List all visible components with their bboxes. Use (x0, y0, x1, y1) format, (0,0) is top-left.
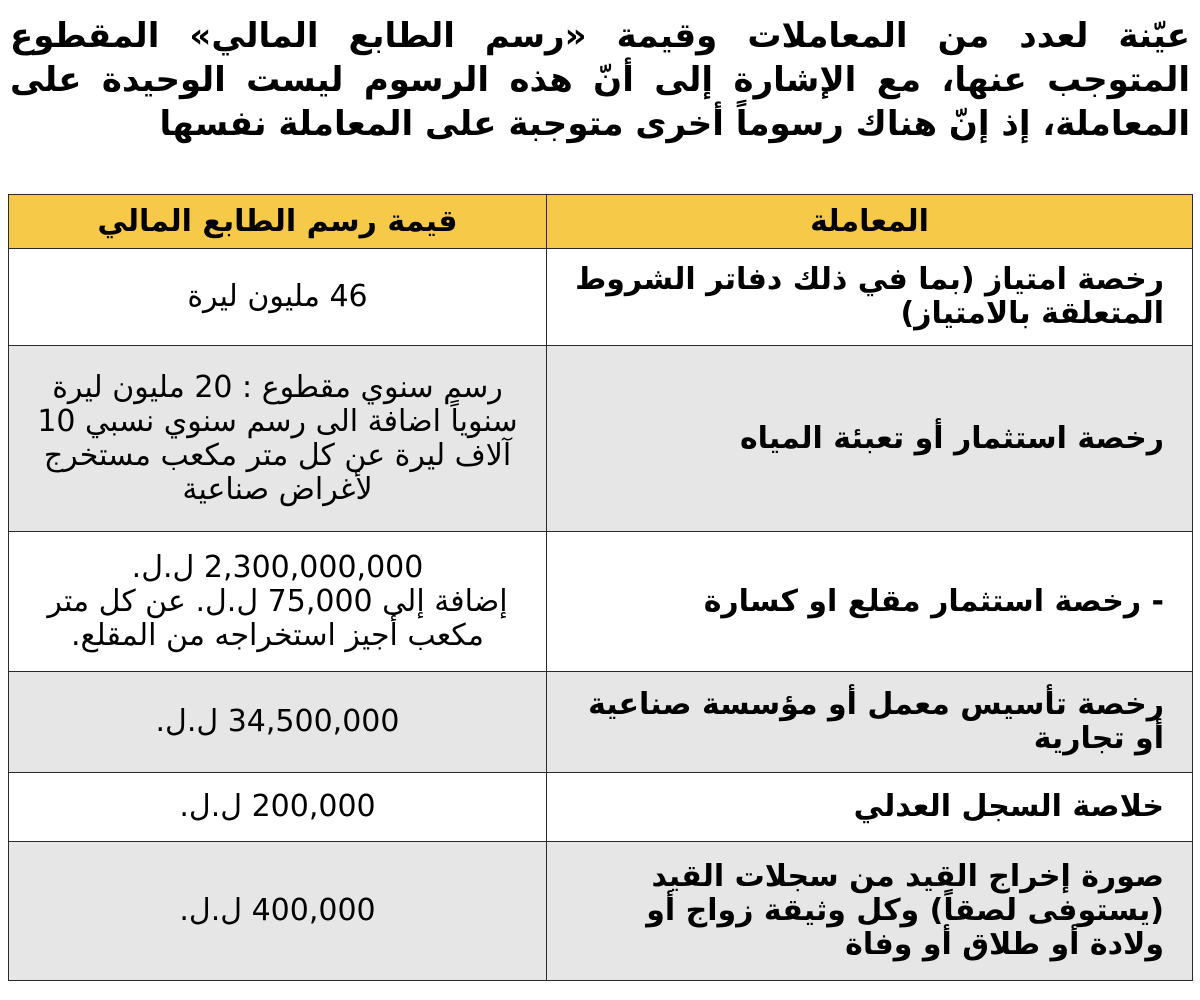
transaction-cell: خلاصة السجل العدلي (547, 773, 1193, 842)
table-row (9, 672, 1193, 773)
table-row (9, 532, 1193, 672)
table-row (9, 773, 1193, 842)
table-row (9, 346, 1193, 532)
transaction-cell: رخصة امتياز (بما في ذلك دفاتر الشروط المتعلقة بالامتياز) (547, 249, 1193, 346)
fee-cell: رسم سنوي مقطوع : 20 مليون ليرة سنوياً اضافة الى رسم سنوي نسبي 10 آلاف ليرة عن كل متر مكعب مستخرج لأغراض صناعية (9, 346, 547, 532)
fee-cell: 34,500,000 ل.ل. (9, 672, 547, 773)
table-row (9, 842, 1193, 981)
header-fee: قيمة رسم الطابع المالي (9, 195, 547, 249)
fee-cell: 2,300,000,000 ل.ل. إضافة إلى 75,000 ل.ل. عن كل متر مكعب أجيز استخراجه من المقلع. (9, 532, 547, 672)
table-header-row (9, 195, 1193, 249)
fee-cell: 200,000 ل.ل. (9, 773, 547, 842)
table-row (9, 249, 1193, 346)
intro-paragraph: عيّنة لعدد من المعاملات وقيمة «رسم الطابع المالي» المقطوع المتوجب عنها، مع الإشارة إلى أنّ هذه الرسوم ليست الوحيدة على المعاملة، إذ إنّ هناك رسوماً أخرى متوجبة على المعاملة نفسها (10, 16, 1190, 144)
transaction-cell: - رخصة استثمار مقلع او كسارة (547, 532, 1193, 672)
header-transaction: المعاملة (547, 195, 1193, 249)
transaction-cell: رخصة تأسيس معمل أو مؤسسة صناعية أو تجارية (547, 672, 1193, 773)
transaction-cell: صورة إخراج القيد من سجلات القيد (يستوفى لصقاً) وكل وثيقة زواج أو ولادة أو طلاق أو وفاة (547, 842, 1193, 981)
fees-table (8, 194, 1193, 981)
fee-cell: 46 مليون ليرة (9, 249, 547, 346)
transaction-cell: رخصة استثمار أو تعبئة المياه (547, 346, 1193, 532)
fee-cell: 400,000 ل.ل. (9, 842, 547, 981)
